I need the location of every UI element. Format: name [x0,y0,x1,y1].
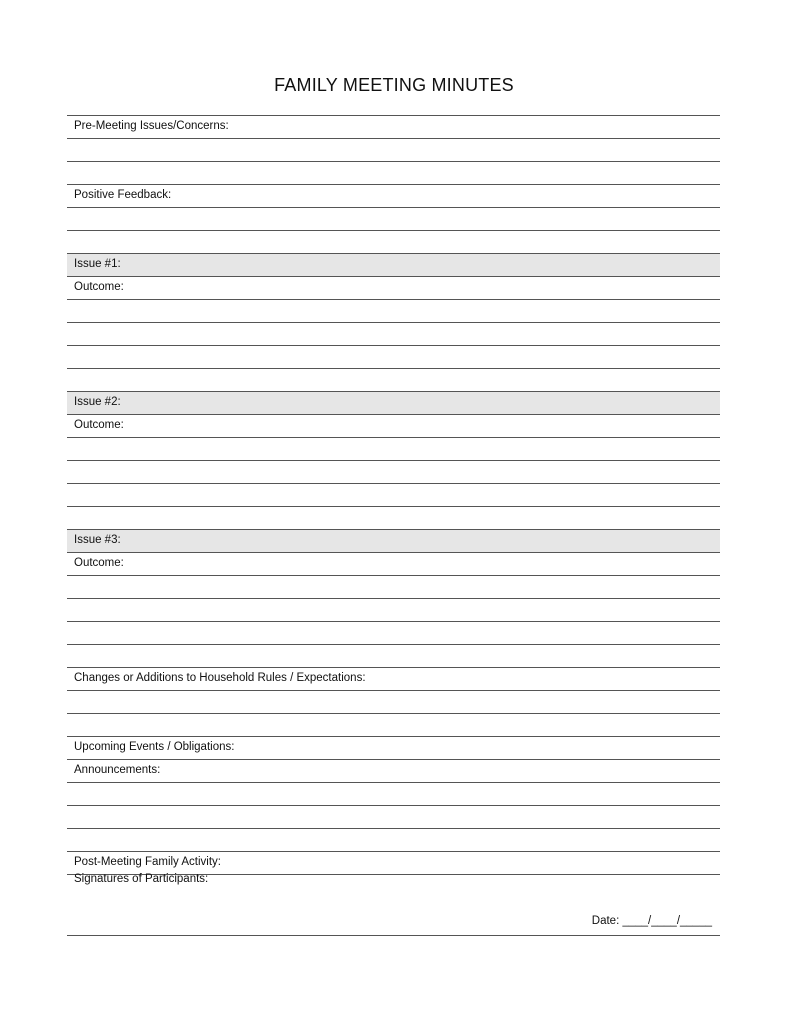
form-row-blank[interactable] [67,714,720,737]
form-row-blank[interactable] [67,231,720,254]
form-row-labeled[interactable] [67,760,720,783]
form-row-blank[interactable] [67,829,720,852]
form-row-label: Outcome: [74,557,124,569]
form-row-blank[interactable] [67,576,720,599]
form-row-blank[interactable] [67,208,720,231]
form-row-labeled[interactable] [67,553,720,576]
page-title: FAMILY MEETING MINUTES [274,75,514,95]
form-row-labeled[interactable] [67,185,720,208]
form-row-blank[interactable] [67,484,720,507]
form-row-label: Outcome: [74,281,124,293]
form-row-labeled[interactable] [67,668,720,691]
form-row-label: Pre-Meeting Issues/Concerns: [74,120,229,132]
form-row-labeled[interactable] [67,530,720,553]
form-row-label: Upcoming Events / Obligations: [74,741,235,753]
form-row-labeled[interactable] [67,254,720,277]
form-row-label: Issue #3: [74,534,121,546]
form-row-blank[interactable] [67,691,720,714]
form-row-labeled[interactable] [67,415,720,438]
signatures-label: Signatures of Participants: [74,873,209,885]
form-row-labeled[interactable] [67,116,720,139]
form-row-blank[interactable] [67,438,720,461]
form-row-label: Changes or Additions to Household Rules / Expectations: [74,672,366,684]
form-row-blank[interactable] [67,162,720,185]
form-row-blank[interactable] [67,300,720,323]
form-row-blank[interactable] [67,783,720,806]
date-field[interactable]: Date: ____/____/_____ [591,915,712,927]
form-row-blank[interactable] [67,507,720,530]
form-row-blank[interactable] [67,369,720,392]
form-row-label: Issue #1: [74,258,121,270]
minutes-form [67,115,720,875]
signatures-section[interactable] [67,869,720,936]
form-row-label: Positive Feedback: [74,189,172,201]
form-row-blank[interactable] [67,323,720,346]
form-row-label: Outcome: [74,419,124,431]
form-row-labeled[interactable] [67,277,720,300]
form-row-blank[interactable] [67,139,720,162]
form-row-label: Post-Meeting Family Activity: [74,856,221,868]
form-row-blank[interactable] [67,599,720,622]
form-row-blank[interactable] [67,461,720,484]
form-row-blank[interactable] [67,806,720,829]
form-row-label: Issue #2: [74,396,121,408]
form-row-labeled[interactable] [67,392,720,415]
form-row-blank[interactable] [67,645,720,668]
form-row-blank[interactable] [67,622,720,645]
form-row-labeled[interactable] [67,737,720,760]
form-row-blank[interactable] [67,346,720,369]
form-row-label: Announcements: [74,764,161,776]
